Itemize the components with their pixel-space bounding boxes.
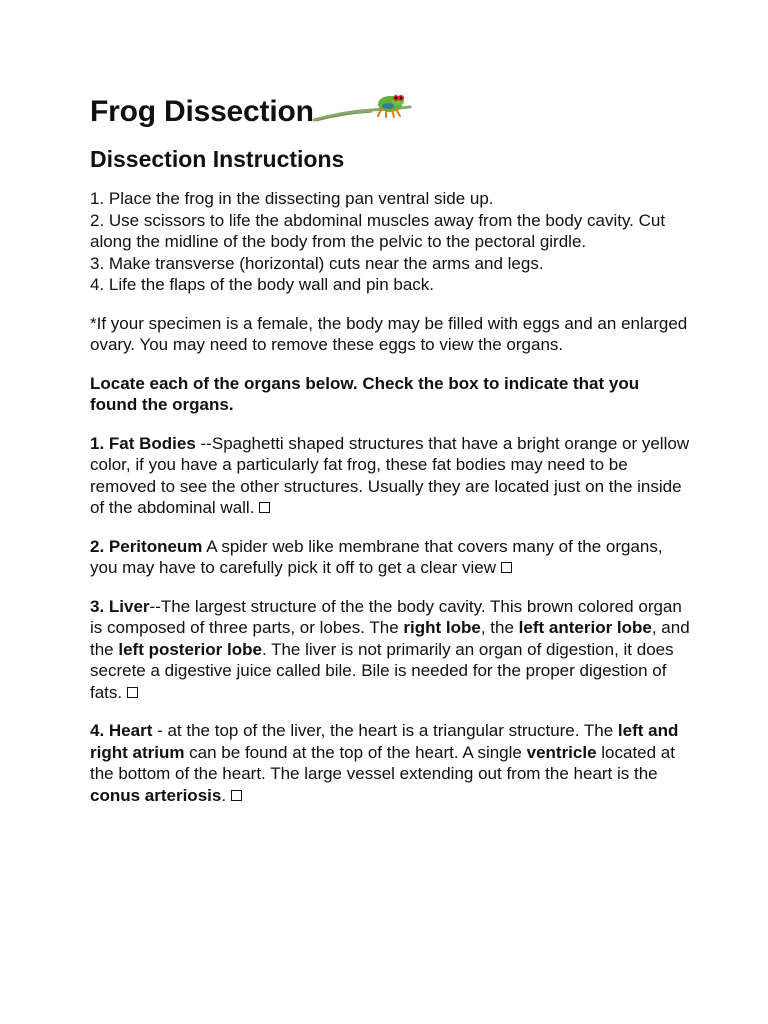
- term-left-anterior-lobe: left anterior lobe: [518, 618, 652, 637]
- checkbox-icon[interactable]: [501, 562, 512, 573]
- term-conus-arteriosis: conus arteriosis: [90, 785, 222, 805]
- organ-fat-bodies: [90, 433, 690, 519]
- organ-description: - at the top of the liver, the heart is a triangular structure. The: [152, 721, 618, 740]
- checkbox-icon[interactable]: [127, 687, 138, 698]
- organ-description: , the: [480, 618, 519, 637]
- organ-liver: [90, 596, 690, 704]
- term-left-posterior-lobe: left posterior lobe: [118, 639, 262, 659]
- organ-description: . The liver is not primarily an organ of digestion, it does secrete a digestive juice called bile. Bile is needed for the proper digestion of fats.: [90, 639, 674, 702]
- step-3: 3. Make transverse (horizontal) cuts near the arms and legs.: [90, 253, 544, 273]
- term-atrium: left and right atrium: [90, 721, 679, 762]
- step-1: 1. Place the frog in the dissecting pan ventral side up.: [90, 189, 494, 208]
- organ-heart: [90, 720, 690, 806]
- organ-description: can be found at the top of the heart. A single: [184, 742, 527, 762]
- organ-name: 4. Heart: [90, 721, 153, 740]
- instruction-steps: [90, 188, 690, 296]
- frog-on-branch-icon: [312, 90, 412, 130]
- organ-name: 3. Liver: [90, 596, 150, 616]
- page-title: Frog Dissection: [90, 95, 314, 128]
- checkbox-icon[interactable]: [231, 790, 242, 801]
- title-row: [90, 92, 690, 132]
- step-4: 4. Life the flaps of the body wall and pin back.: [90, 275, 435, 294]
- term-ventricle: ventricle: [526, 742, 597, 762]
- checkbox-icon[interactable]: [259, 502, 270, 513]
- document-page: [90, 92, 690, 806]
- section-heading: Dissection Instructions: [90, 146, 345, 172]
- organ-peritoneum: [90, 536, 690, 579]
- female-note: *If your specimen is a female, the body may be filled with eggs and an enlarged ovary. You may need to remove these eggs to view the organs.: [90, 313, 688, 354]
- organ-description: located at the bottom of the heart. The large vessel extending out from the heart is the: [90, 742, 675, 783]
- organ-description: --Spaghetti shaped structures that have a bright orange or yellow color, if you have a particularly fat frog, these fat bodies may need to be removed to see the other structures. Usually they are located just on the inside of the abdominal wall.: [90, 433, 690, 517]
- step-2: 2. Use scissors to life the abdominal muscles away from the body cavity. Cut along the midline of the body from the pelvic to the pectoral girdle.: [90, 210, 666, 251]
- organ-name: 2. Peritoneum: [90, 536, 203, 556]
- organ-name: 1. Fat Bodies: [90, 433, 196, 453]
- term-right-lobe: right lobe: [403, 618, 481, 637]
- organ-description: --The largest structure of the the body cavity. This brown colored organ is composed of three parts, or lobes. The: [90, 596, 682, 637]
- organ-description: , and the: [90, 618, 690, 659]
- organ-description: A spider web like membrane that covers many of the organs, you may have to carefully pick it off to get a clear view: [90, 536, 663, 577]
- organ-description: .: [221, 785, 227, 805]
- locate-instructions: Locate each of the organs below. Check the box to indicate that you found the organs.: [90, 373, 640, 414]
